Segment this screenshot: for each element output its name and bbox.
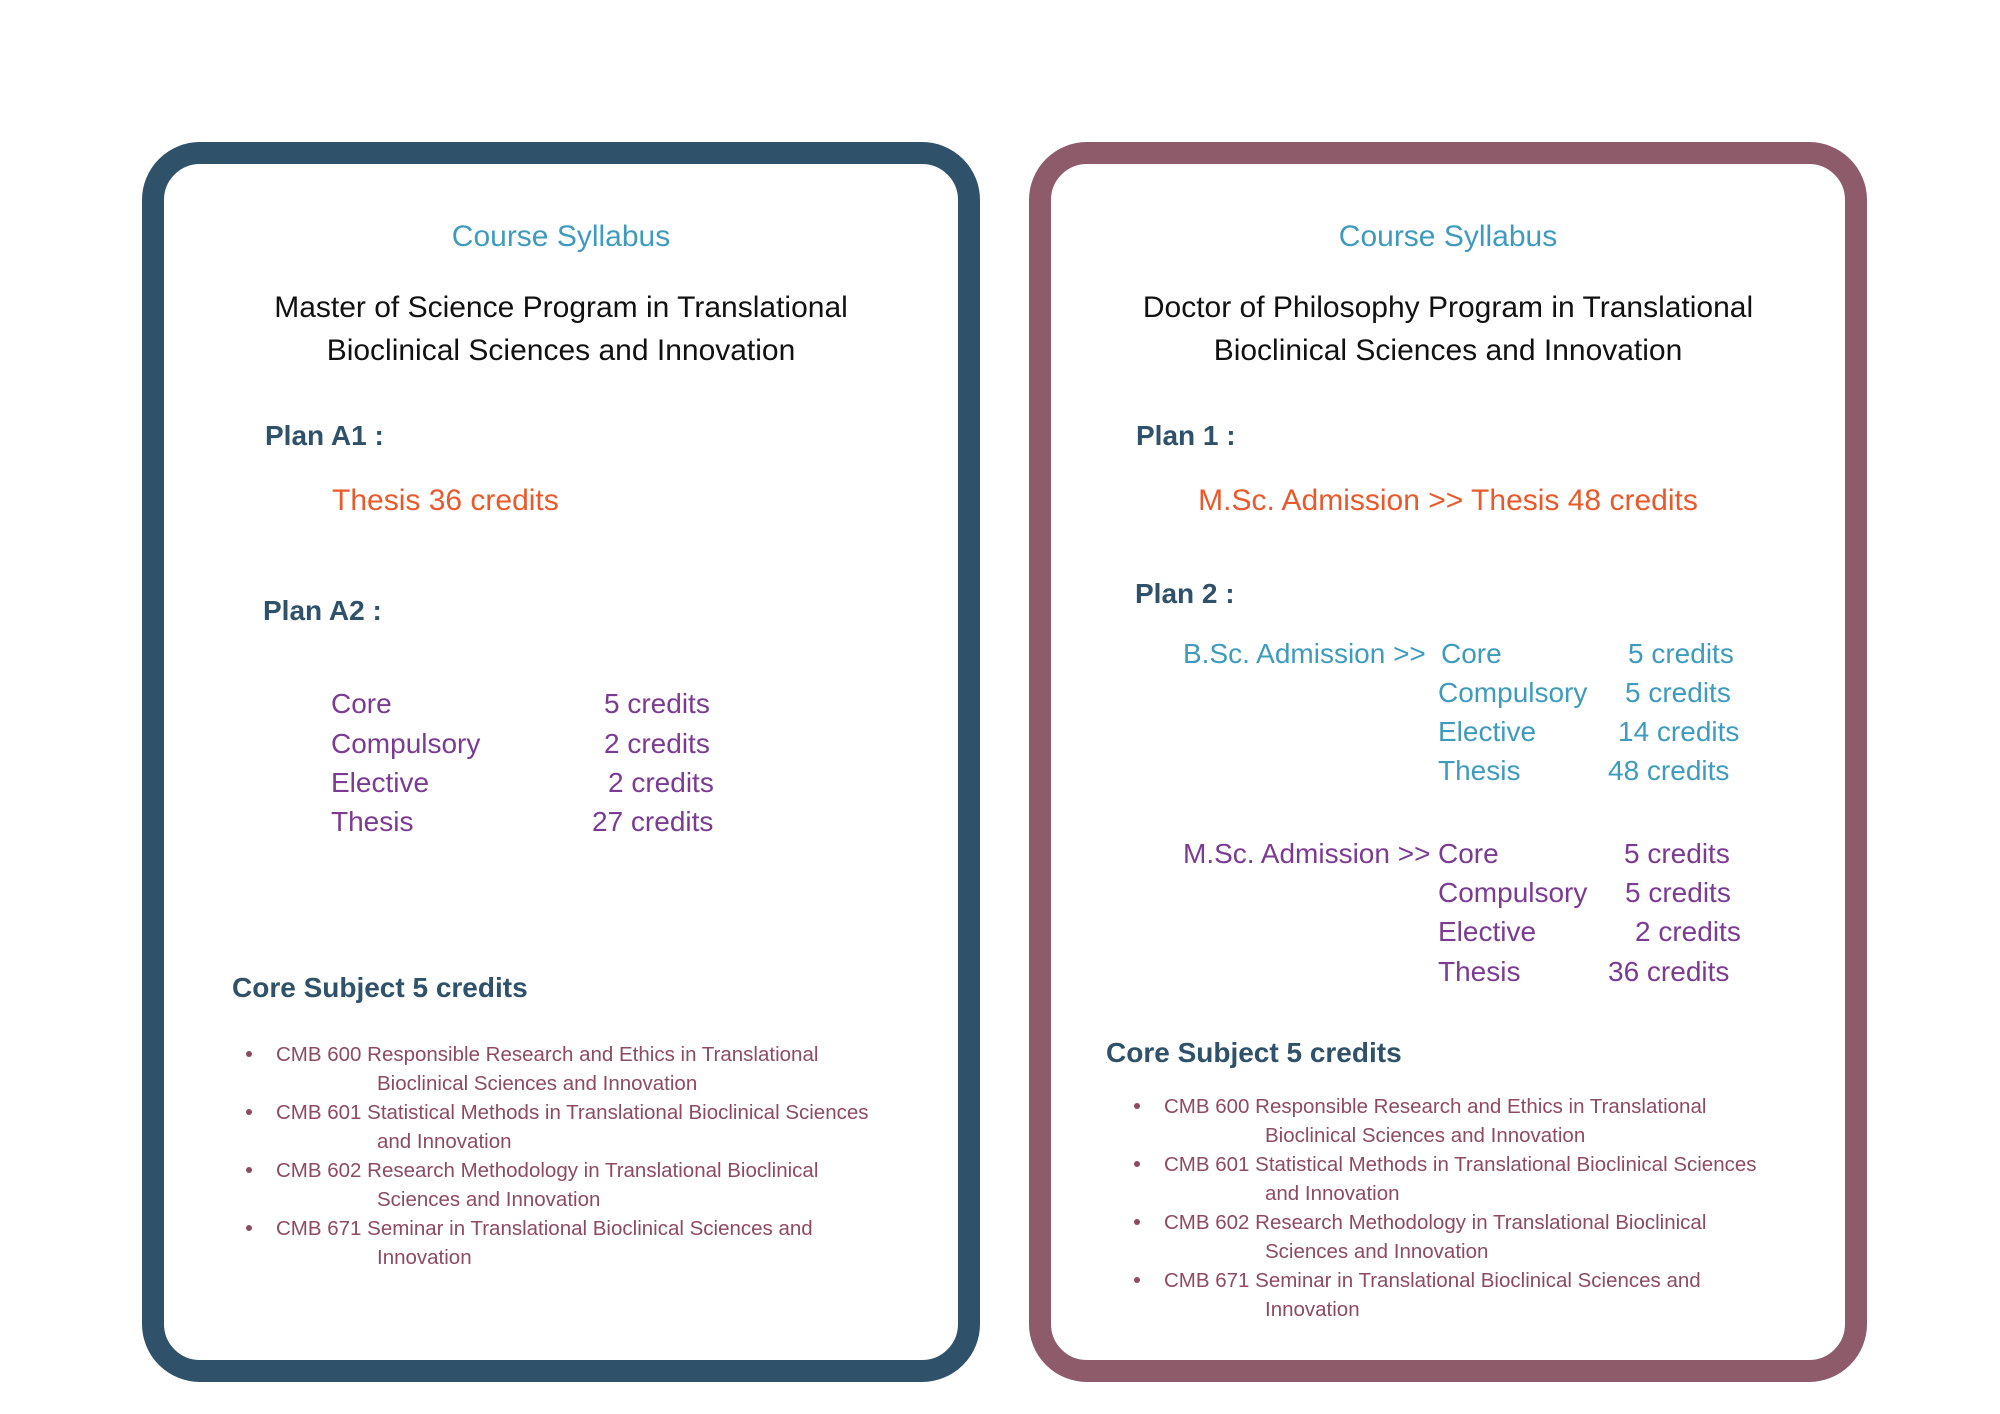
plan-a2-row-credits: 27 credits bbox=[592, 806, 714, 837]
subject-line-cont: and Innovation bbox=[1265, 1182, 1400, 1205]
msc-row-name: Thesis bbox=[1438, 956, 1521, 987]
list-item bbox=[1134, 1266, 1757, 1324]
bsc-row-name: Compulsory bbox=[1438, 677, 1588, 708]
program-title-line2: Bioclinical Sciences and Innovation bbox=[326, 334, 796, 367]
list-item bbox=[246, 1156, 869, 1214]
bsc-row-name: Core bbox=[1441, 638, 1502, 669]
core-subject-heading: Core Subject 5 credits bbox=[232, 972, 528, 1003]
subject-line-cont: Innovation bbox=[377, 1246, 472, 1269]
subject-line-cont: Bioclinical Sciences and Innovation bbox=[377, 1072, 698, 1095]
course-syllabus-heading: Course Syllabus bbox=[451, 220, 671, 253]
core-subject-heading: Core Subject 5 credits bbox=[1106, 1037, 1402, 1068]
bsc-row-credits: 5 credits bbox=[1628, 638, 1734, 669]
core-subject-list bbox=[246, 1040, 869, 1272]
subject-line-cont: and Innovation bbox=[377, 1130, 512, 1153]
bsc-row-name: Elective bbox=[1438, 716, 1537, 747]
plan-a2-row-name: Elective bbox=[331, 767, 430, 798]
program-title-line2: Bioclinical Sciences and Innovation bbox=[1213, 334, 1683, 367]
list-item bbox=[246, 1098, 869, 1156]
msc-row-name: Core bbox=[1438, 838, 1499, 869]
bsc-row-name: Thesis bbox=[1438, 755, 1521, 786]
msc-row-name: Elective bbox=[1438, 916, 1537, 947]
program-title bbox=[1051, 286, 1845, 372]
subject-line: CMB 600 Responsible Research and Ethics in Translational bbox=[276, 1043, 819, 1066]
subject-line: CMB 602 Research Methodology in Translational Bioclinical bbox=[1164, 1211, 1707, 1234]
plan-a2-row-name: Compulsory bbox=[331, 728, 481, 759]
plan-a2-row-name: Thesis bbox=[331, 806, 414, 837]
plan-a2-row-credits: 2 credits bbox=[608, 767, 714, 798]
subject-line-cont: Innovation bbox=[1265, 1298, 1360, 1321]
subject-line: CMB 602 Research Methodology in Translational Bioclinical bbox=[276, 1159, 819, 1182]
subject-line-cont: Sciences and Innovation bbox=[377, 1188, 601, 1211]
course-syllabus-heading: Course Syllabus bbox=[1338, 220, 1558, 253]
subject-line: CMB 601 Statistical Methods in Translational Bioclinical Sciences bbox=[276, 1101, 869, 1124]
plan-a2-row-credits: 2 credits bbox=[604, 728, 710, 759]
msc-syllabus-card bbox=[142, 142, 980, 1382]
plan-a2-row-credits: 5 credits bbox=[604, 688, 710, 719]
subject-line: CMB 671 Seminar in Translational Bioclinical Sciences and bbox=[1164, 1269, 1701, 1292]
core-subject-list bbox=[1134, 1092, 1757, 1324]
msc-row-name: Compulsory bbox=[1438, 877, 1588, 908]
msc-row-credits: 2 credits bbox=[1635, 916, 1741, 947]
bsc-admission-label: B.Sc. Admission >> bbox=[1183, 638, 1426, 669]
msc-admission-label: M.Sc. Admission >> bbox=[1183, 838, 1431, 869]
program-title-line1: Doctor of Philosophy Program in Translational bbox=[1142, 291, 1754, 324]
list-item bbox=[1134, 1208, 1757, 1266]
plan-1-thesis-credits: M.Sc. Admission >> Thesis 48 credits bbox=[1198, 484, 1698, 517]
plan-a1-thesis-credits: Thesis 36 credits bbox=[332, 484, 559, 517]
msc-row-credits: 36 credits bbox=[1608, 956, 1730, 987]
subject-line-cont: Sciences and Innovation bbox=[1265, 1240, 1489, 1263]
subject-line: CMB 600 Responsible Research and Ethics in Translational bbox=[1164, 1095, 1707, 1118]
bsc-row-credits: 14 credits bbox=[1618, 716, 1740, 747]
bsc-row-credits: 5 credits bbox=[1625, 677, 1731, 708]
list-item bbox=[1134, 1092, 1757, 1150]
subject-line: CMB 671 Seminar in Translational Bioclinical Sciences and bbox=[276, 1217, 813, 1240]
program-title bbox=[164, 286, 958, 372]
msc-row-credits: 5 credits bbox=[1625, 877, 1731, 908]
plan-a1-label: Plan A1 : bbox=[265, 420, 384, 451]
bsc-row-credits: 48 credits bbox=[1608, 755, 1730, 786]
subject-line-cont: Bioclinical Sciences and Innovation bbox=[1265, 1124, 1586, 1147]
plan-1-label: Plan 1 : bbox=[1136, 420, 1236, 451]
list-item bbox=[1134, 1150, 1757, 1208]
plan-2-label: Plan 2 : bbox=[1135, 578, 1235, 609]
list-item bbox=[246, 1214, 869, 1272]
plan-a2-label: Plan A2 : bbox=[263, 595, 382, 626]
phd-syllabus-card bbox=[1029, 142, 1867, 1382]
msc-row-credits: 5 credits bbox=[1624, 838, 1730, 869]
plan-a2-row-name: Core bbox=[331, 688, 392, 719]
list-item bbox=[246, 1040, 869, 1098]
subject-line: CMB 601 Statistical Methods in Translational Bioclinical Sciences bbox=[1164, 1153, 1757, 1176]
program-title-line1: Master of Science Program in Translational bbox=[274, 291, 848, 324]
